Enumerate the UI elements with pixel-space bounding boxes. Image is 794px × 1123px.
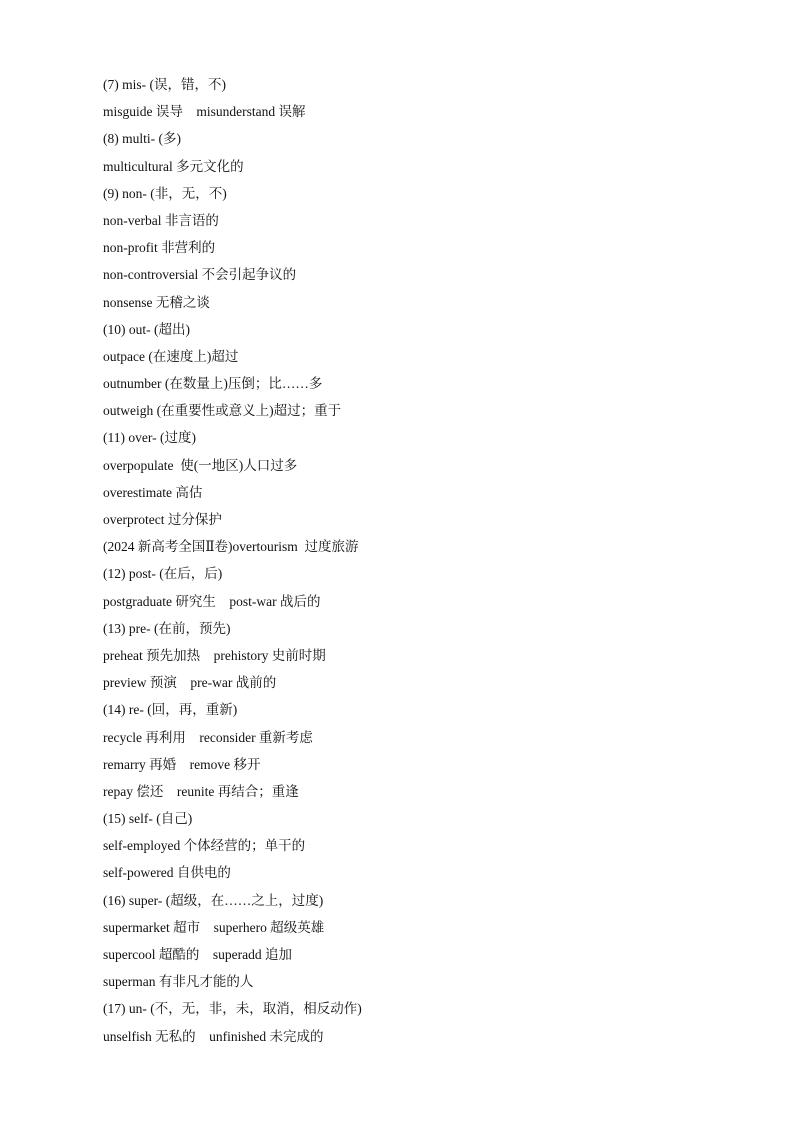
text-line-re-heading: (14) re- (回，再，重新) (103, 702, 238, 718)
text-line-outweigh: outweigh (在重要性或意义上)超过；重于 (103, 403, 342, 419)
text-line-outnumber: outnumber (在数量上)压倒；比……多 (103, 376, 323, 392)
text-line-outpace: outpace (在速度上)超过 (103, 348, 239, 364)
text-line-mis-examples: misguide 误导 misunderstand 误解 (103, 104, 306, 120)
text-line-non-controversial: non-controversial 不会引起争议的 (103, 267, 297, 283)
text-line-re-examples-3: repay 偿还 reunite 再结合；重逢 (103, 783, 299, 799)
text-line-superman: superman 有非凡才能的人 (103, 974, 254, 990)
text-line-self-heading: (15) self- (自己) (103, 811, 193, 827)
text-line-super-examples-2: supercool 超酷的 superadd 追加 (103, 947, 292, 962)
text-line-non-profit: non-profit 非营利的 (103, 240, 216, 256)
text-line-non-verbal: non-verbal 非言语的 (103, 212, 219, 228)
text-line-re-examples-2: remarry 再婚 remove 移开 (103, 756, 261, 772)
text-line-post-examples: postgraduate 研究生 post-war 战后的 (103, 593, 321, 609)
text-line-pre-heading: (13) pre- (在前，预先) (103, 620, 231, 636)
text-line-un-heading: (17) un- (不，无，非，未，取消，相反动作) (103, 1001, 362, 1017)
text-line-overtourism: (2024 新高考全国Ⅱ卷)overtourism 过度旅游 (103, 539, 359, 555)
text-line-over-heading: (11) over- (过度) (103, 430, 196, 446)
text-line-self-powered: self-powered 自供电的 (103, 865, 231, 881)
text-line-multi-example: multicultural 多元文化的 (103, 158, 244, 174)
text-line-post-heading: (12) post- (在后，后) (103, 566, 223, 582)
text-line-pre-examples-1: preheat 预先加热 prehistory 史前时期 (103, 647, 326, 663)
text-line-overprotect: overprotect 过分保护 (103, 512, 222, 527)
document-page (103, 75, 723, 1054)
text-line-re-examples-1: recycle 再利用 reconsider 重新考虑 (103, 729, 313, 745)
text-line-un-examples: unselfish 无私的 unfinished 未完成的 (103, 1028, 324, 1044)
text-line-out-heading: (10) out- (超出) (103, 321, 190, 337)
text-line-non-heading: (9) non- (非，无，不) (103, 185, 227, 201)
text-line-overestimate: overestimate 高估 (103, 484, 203, 500)
text-line-super-heading: (16) super- (超级，在……之上，过度) (103, 892, 324, 908)
text-line-nonsense: nonsense 无稽之谈 (103, 294, 210, 310)
text-line-super-examples-1: supermarket 超市 superhero 超级英雄 (103, 919, 325, 935)
text-line-pre-examples-2: preview 预演 pre-war 战前的 (103, 675, 277, 691)
text-line-mis-heading: (7) mis- (误，错，不) (103, 77, 226, 92)
text-line-multi-heading: (8) multi- (多) (103, 131, 181, 147)
text-line-overpopulate: overpopulate 使(一地区)人口过多 (103, 457, 298, 473)
text-line-self-employed: self-employed 个体经营的；单干的 (103, 838, 306, 854)
